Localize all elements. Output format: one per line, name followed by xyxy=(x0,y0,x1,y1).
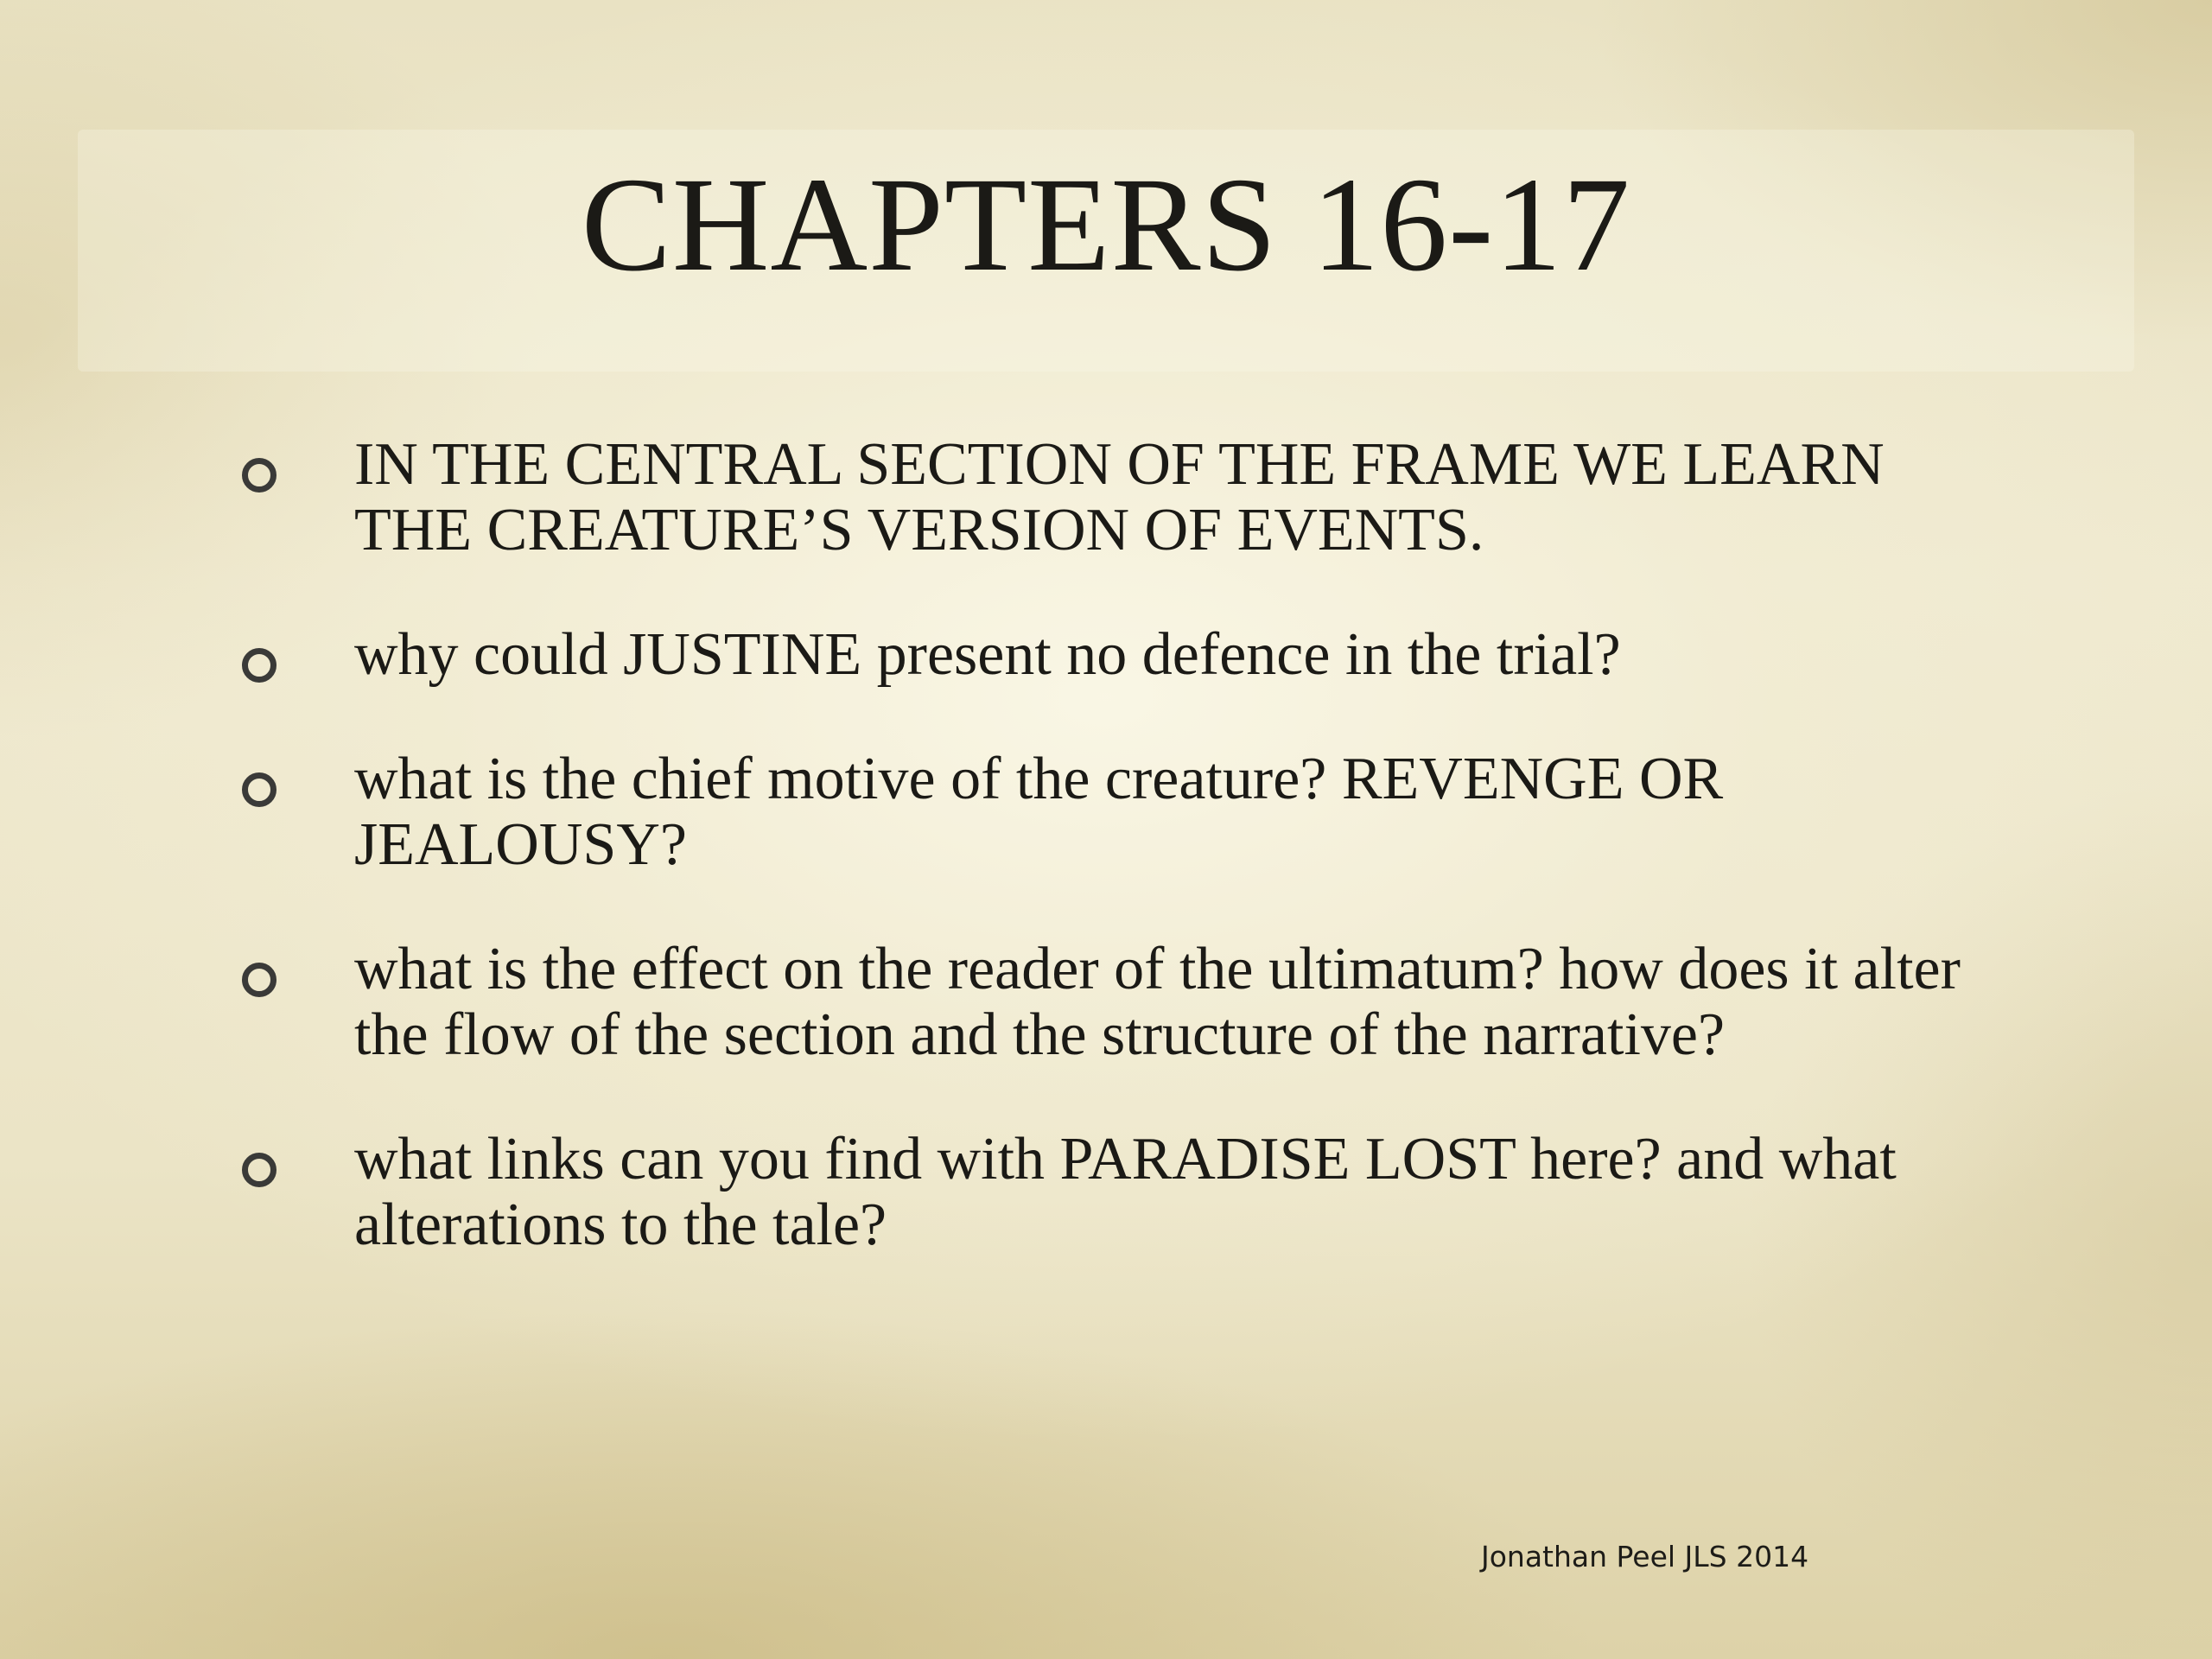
bullet-item xyxy=(242,1127,2005,1258)
bullet-item xyxy=(242,432,2005,563)
footer-credit: Jonathan Peel JLS 2014 xyxy=(1481,1540,1809,1573)
circle-bullet-icon xyxy=(242,772,276,807)
bullet-text: why could JUSTINE present no defence in the trial? xyxy=(354,621,1621,688)
bullet-text: what links can you find with PARADISE LOST here? and what alterations to the tale? xyxy=(354,1126,1897,1258)
bullet-text: what is the chief motive of the creature? REVENGE OR JEALOUSY? xyxy=(354,746,1724,878)
circle-bullet-icon xyxy=(242,458,276,493)
bullet-item xyxy=(242,937,2005,1068)
slide-title: CHAPTERS 16-17 xyxy=(581,149,1631,299)
bullet-item xyxy=(242,747,2005,878)
circle-bullet-icon xyxy=(242,1153,276,1187)
bullet-list xyxy=(242,432,2005,1317)
bullet-item xyxy=(242,622,2005,688)
bullet-text: what is the effect on the reader of the ultimatum? how does it alter the flow of the section and the structure of the narrative? xyxy=(354,936,1961,1068)
bullet-text: IN THE CENTRAL SECTION OF THE FRAME WE LEARN THE CREATURE’S VERSION OF EVENTS. xyxy=(354,431,1885,563)
circle-bullet-icon xyxy=(242,963,276,997)
circle-bullet-icon xyxy=(242,648,276,683)
